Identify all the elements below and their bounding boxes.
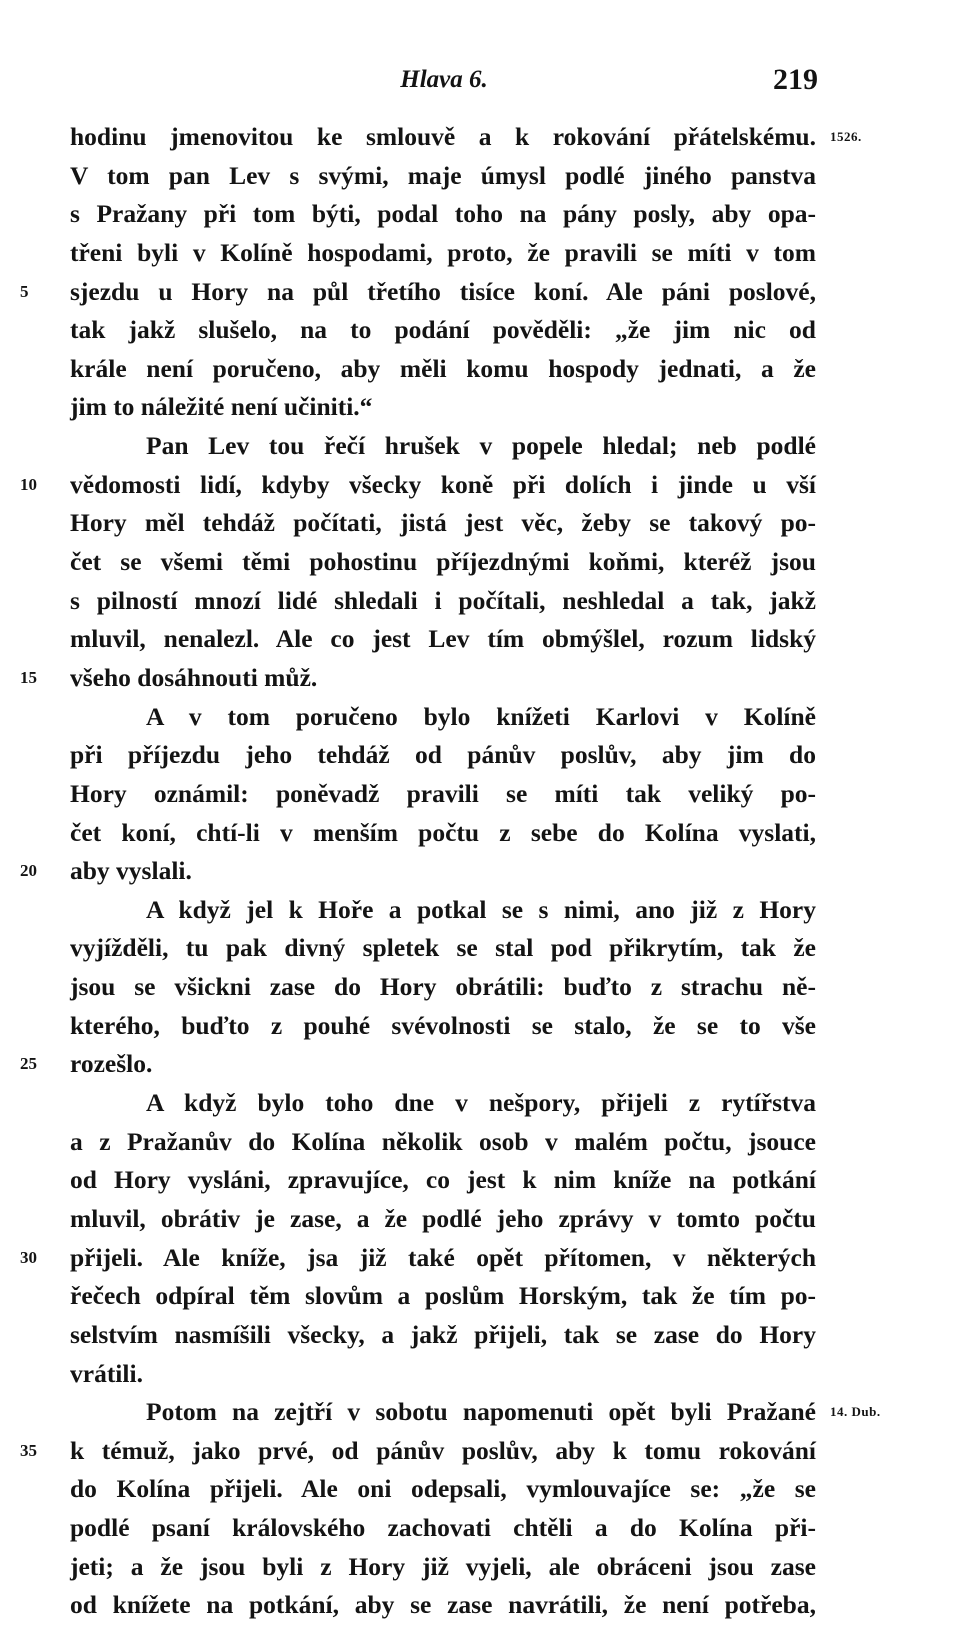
text-line <box>70 1586 816 1625</box>
line-text: kterého, buďto z pouhé svévolnosti se stalo, že se to vše <box>70 1010 816 1040</box>
text-line <box>70 736 816 775</box>
line-text: hodinu jmenovitou ke smlouvě a k rokování přátelskému. <box>70 122 816 151</box>
line-text: od Hory vysláni, zpravujíce, co jest k nim kníže na potkání <box>70 1165 816 1195</box>
text-line <box>70 620 816 659</box>
text-line <box>20 1239 816 1278</box>
line-text: třeni byli v Kolíně hospodami, proto, že pravili se míti v tom <box>70 237 816 267</box>
text-line <box>70 1355 816 1394</box>
text-line <box>70 118 862 157</box>
line-text: vrátili. <box>70 1358 143 1388</box>
chapter-title: Hlava 6. <box>400 66 488 93</box>
text-line <box>70 1161 816 1200</box>
line-number: 10 <box>20 474 37 494</box>
text-line <box>70 929 816 968</box>
text-line <box>70 195 816 234</box>
line-text: mluvil, nenalezl. Ale co jest Lev tím obmýšlel, rozum lidský <box>70 624 816 654</box>
text-line <box>70 891 816 930</box>
line-text: přijeli. Ale kníže, jsa již také opět přítomen, v některých <box>70 1242 816 1272</box>
text-line <box>70 775 816 814</box>
line-text: jeti; a že jsou byli z Hory již vyjeli, ale obráceni jsou zase <box>70 1551 816 1581</box>
line-text: Pan Lev tou řečí hrušek v popele hledal; neb podlé <box>146 431 816 461</box>
text-line <box>70 1470 816 1509</box>
line-text: Hory oznámil: poněvadž pravili se míti tak veliký po- <box>70 778 816 808</box>
line-text: V tom pan Lev s svými, maje úmysl podlé jiného panstva <box>70 160 816 190</box>
line-text: Hory měl tehdáž počítati, jistá jest věc, žeby se takový po- <box>70 508 816 538</box>
line-text: A když bylo toho dne v nešpory, přijeli z rytířstva <box>146 1088 816 1118</box>
margin-note: 1526. <box>830 129 862 144</box>
text-line <box>70 234 816 273</box>
text-line <box>70 1393 881 1432</box>
text-line <box>70 1316 816 1355</box>
line-text: jim to náležité není učiniti.“ <box>70 392 373 422</box>
text-line <box>70 1548 816 1587</box>
line-text: rozešlo. <box>70 1049 153 1079</box>
line-text: s pilností mnozí lidé shledali i počítali, neshledal a tak, jakž <box>70 585 816 615</box>
page-number: 219 <box>773 63 818 96</box>
line-number: 20 <box>20 861 37 881</box>
line-text: do Kolína přijeli. Ale oni odepsali, vymlouvajíce se: „že se <box>70 1474 816 1504</box>
line-number: 15 <box>20 667 37 687</box>
line-text: čet koní, chtí-li v menším počtu z sebe do Kolína vyslati, <box>70 817 816 847</box>
line-text: všeho dosáhnouti můž. <box>70 662 318 692</box>
text-line <box>70 1123 816 1162</box>
text-line <box>70 1084 816 1123</box>
text-line <box>70 582 816 621</box>
line-text: od knížete na potkání, aby se zase navrátili, že není potřeba, <box>70 1590 816 1620</box>
line-text: vyjížděli, tu pak divný spletek se stal pod přikrytím, tak že <box>70 933 816 963</box>
line-text: vědomosti lidí, kdyby všecky koně při dolích i jinde u vší <box>70 469 816 499</box>
line-text: A v tom poručeno bylo knížeti Karlovi v Kolíně <box>146 701 816 731</box>
text-line <box>20 1045 816 1084</box>
line-text: a z Pražanův do Kolína několik osob v malém počtu, jsouce <box>70 1126 816 1156</box>
text-line <box>70 504 816 543</box>
line-text: tak jakž slušelo, na to podání pověděli: „že jim nic od <box>70 315 816 345</box>
text-line <box>20 1432 816 1471</box>
line-text: krále není poručeno, aby měli komu hospody jednati, a že <box>70 353 816 383</box>
margin-note: 14. Dub. <box>830 1404 881 1420</box>
line-text: Potom na zejtří v sobotu napomenuti opět byli Pražané <box>146 1397 816 1427</box>
text-line <box>20 466 816 505</box>
line-text: aby vyslali. <box>70 856 192 886</box>
text-line <box>70 1277 816 1316</box>
line-text: jsou se všickni zase do Hory obrátili: buďto z strachu ně- <box>70 972 816 1002</box>
text-line <box>70 311 816 350</box>
text-line <box>70 157 816 196</box>
text-line <box>70 1509 816 1548</box>
line-text: sjezdu u Hory na půl třetího tisíce koní. Ale páni poslové, <box>70 276 816 306</box>
line-number: 25 <box>20 1054 37 1074</box>
line-text: selstvím nasmíšili všecky, a jakž přijeli, tak se zase do Hory <box>70 1319 816 1349</box>
line-number: 5 <box>20 281 29 301</box>
line-text: A když jel k Hoře a potkal se s nimi, ano již z Hory <box>146 894 816 924</box>
line-text: řečech odpíral těm slovům a poslům Horským, tak že tím po- <box>70 1281 816 1311</box>
text-line <box>70 543 816 582</box>
line-text: s Pražany při tom býti, podal toho na pány posly, aby opa- <box>70 199 816 229</box>
text-line <box>70 350 816 389</box>
text-line <box>70 698 816 737</box>
line-text: při příjezdu jeho tehdáž od pánův poslův, aby jim do <box>70 740 816 770</box>
running-head <box>70 58 818 102</box>
text-line <box>20 852 816 891</box>
line-text: podlé psaní královského zachovati chtěli a do Kolína při- <box>70 1513 816 1543</box>
body-text <box>20 118 881 1625</box>
text-line <box>70 968 816 1007</box>
line-text: čet se všemi těmi pohostinu příjezdnými koňmi, kteréž jsou <box>70 547 816 577</box>
line-text: k témuž, jako prvé, od pánův poslův, aby k tomu rokování <box>70 1435 816 1465</box>
text-line <box>70 814 816 853</box>
line-number: 30 <box>20 1247 37 1267</box>
text-line <box>70 388 816 427</box>
text-line <box>70 427 816 466</box>
line-number: 35 <box>20 1440 37 1460</box>
text-line <box>20 273 816 312</box>
line-text: mluvil, obrátiv je zase, a že podlé jeho zprávy v tomto počtu <box>70 1203 816 1233</box>
text-line <box>20 659 816 698</box>
text-line <box>70 1007 816 1046</box>
text-line <box>70 1200 816 1239</box>
